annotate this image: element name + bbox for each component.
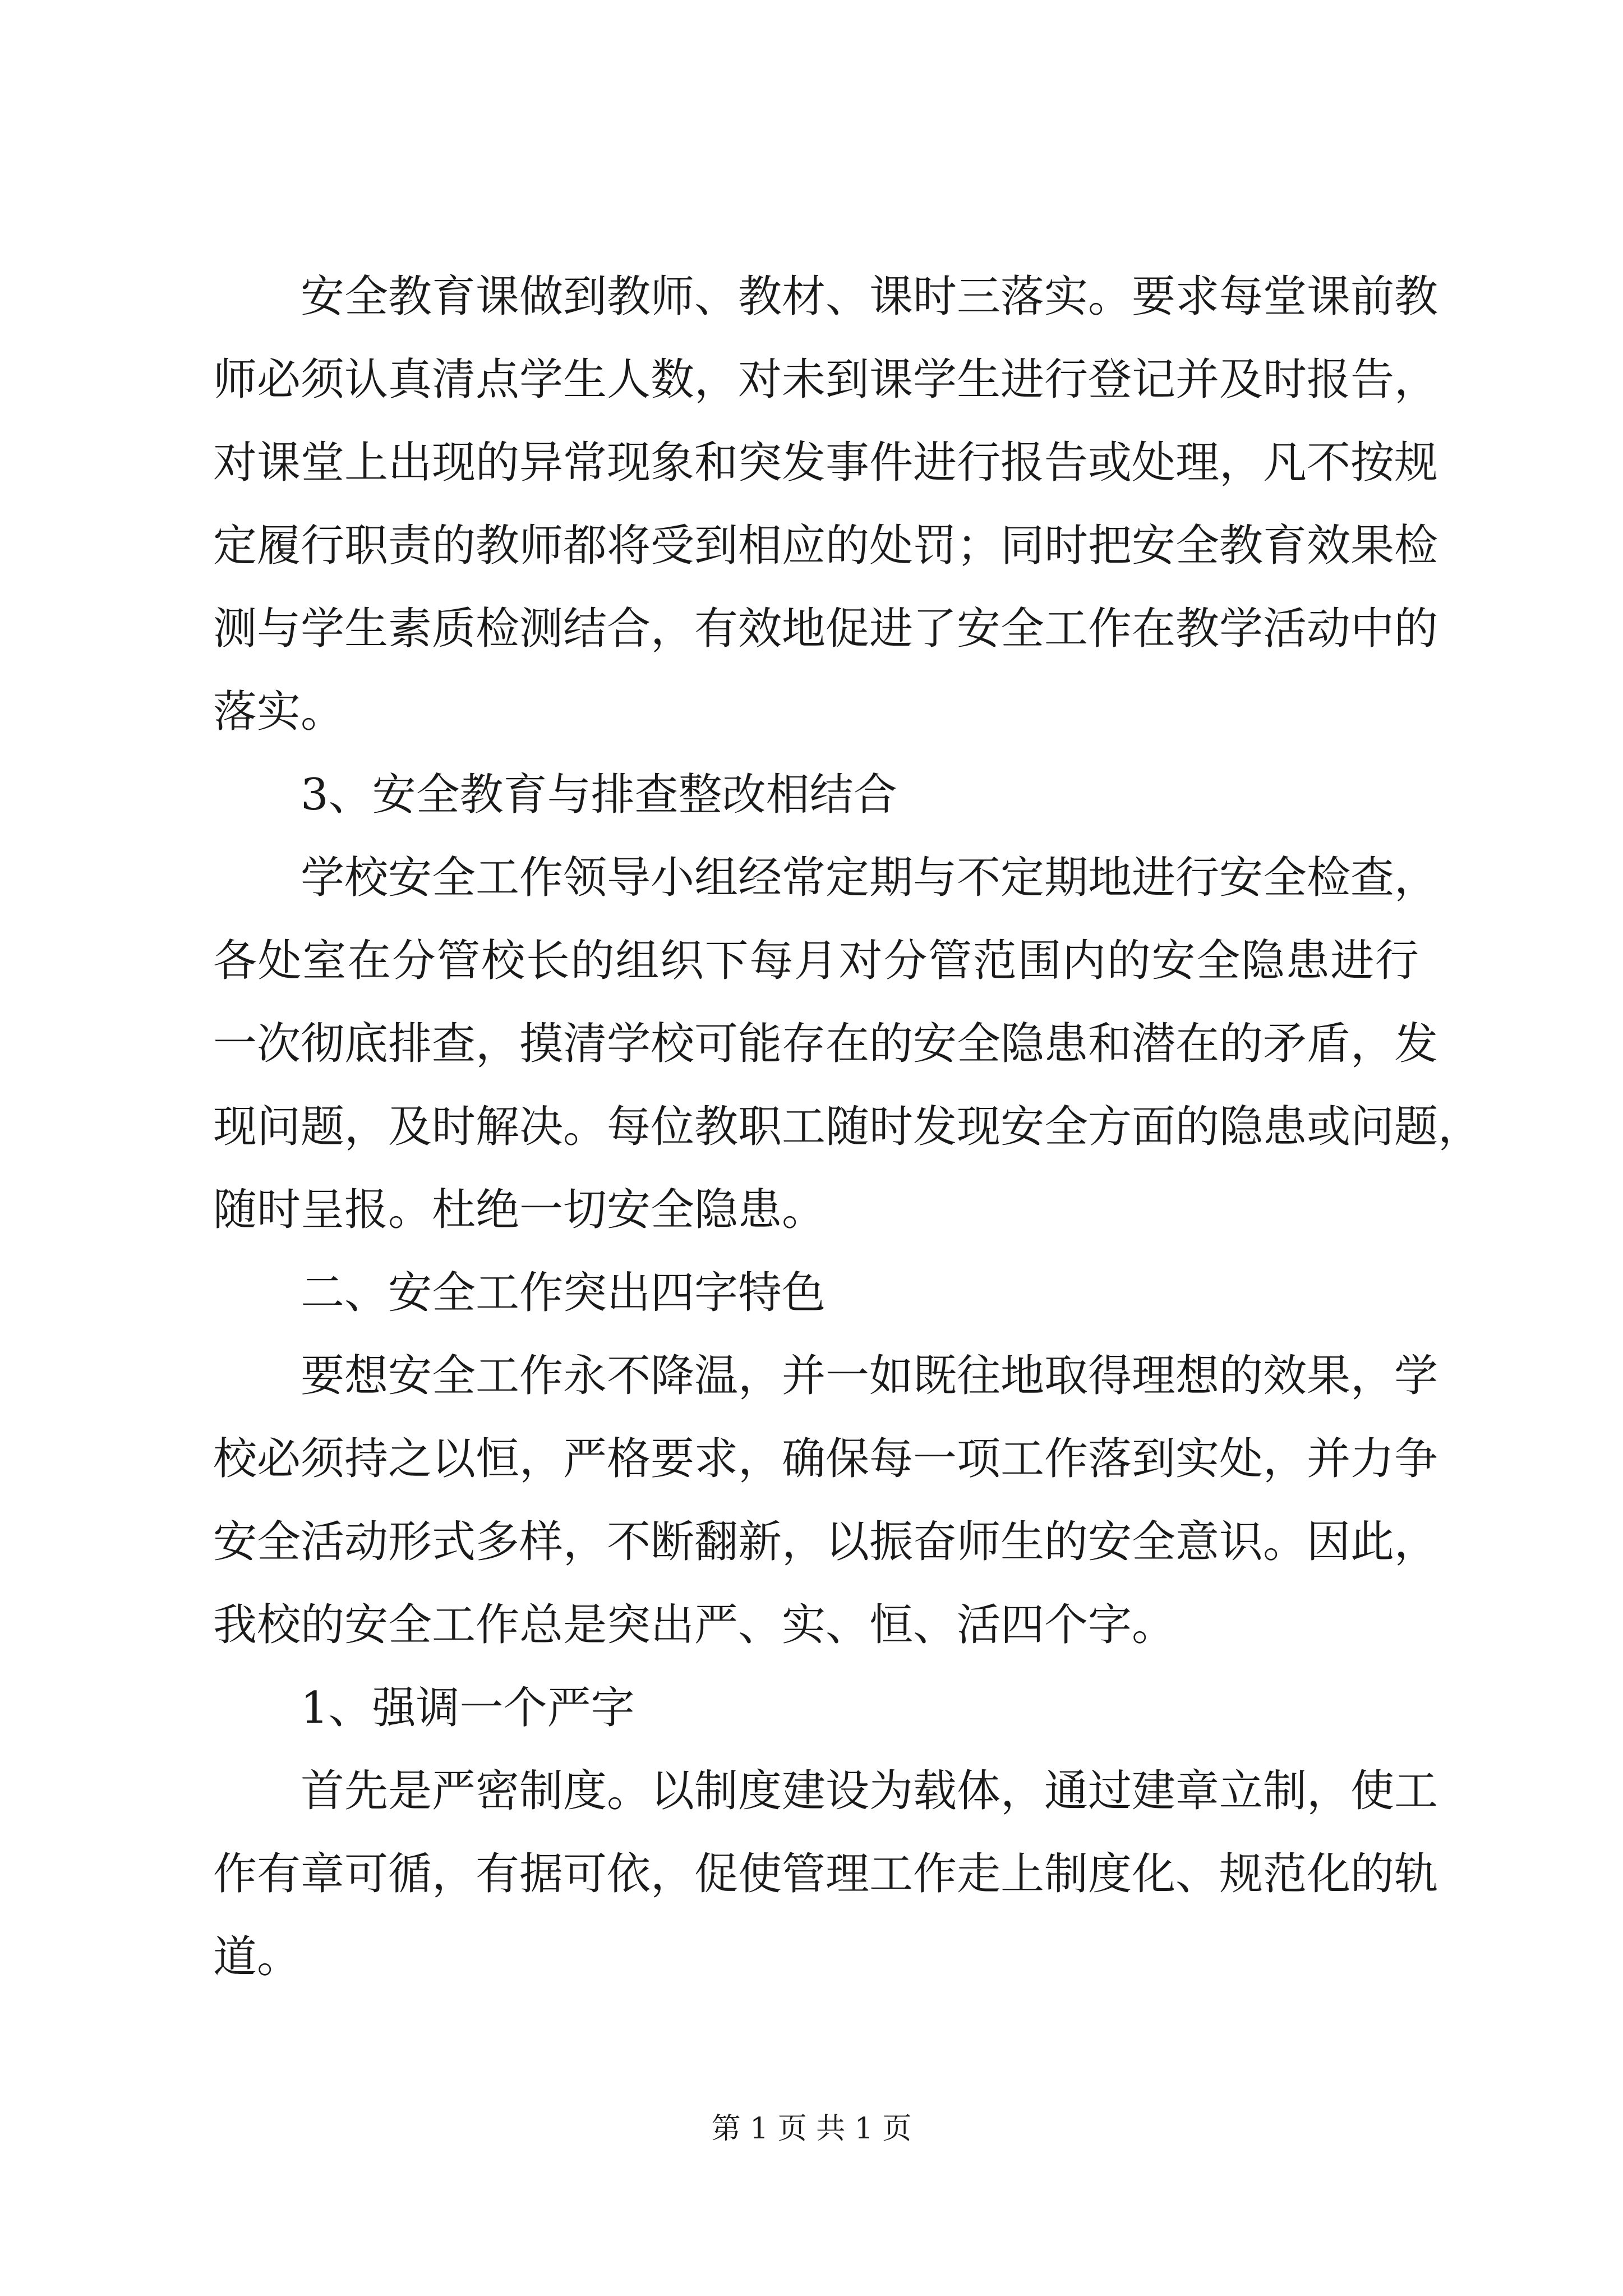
text-line: 1、强调一个严字 (301, 1683, 635, 1733)
text-line: 一次彻底排查，摸清学校可能存在的安全隐患和潜在的矛盾，发 (213, 1019, 1438, 1069)
text-line: 随时呈报。杜绝一切安全隐患。 (213, 1185, 826, 1235)
text-line: 安全活动形式多样，不断翻新，以振奋师生的安全意识。因此， (213, 1517, 1438, 1567)
text-line: 我校的安全工作总是突出严、实、恒、活四个字。 (213, 1600, 1176, 1650)
text-line: 现问题，及时解决。每位教职工随时发现安全方面的隐患或问题， (213, 1102, 1482, 1152)
text-line: 首先是严密制度。以制度建设为载体，通过建章立制，使工 (301, 1766, 1438, 1816)
text-line: 定履行职责的教师都将受到相应的处罚；同时把安全教育效果检 (213, 521, 1438, 571)
document-body (213, 255, 1482, 1999)
text-line: 学校安全工作领导小组经常定期与不定期地进行安全检查， (301, 853, 1438, 903)
text-line: 道。 (213, 1932, 301, 1982)
text-line: 安全教育课做到教师、教材、课时三落实。要求每堂课前教 (301, 272, 1438, 322)
text-line: 测与学生素质检测结合，有效地促进了安全工作在教学活动中的 (213, 604, 1438, 654)
text-line: 落实。 (213, 687, 345, 737)
page-footer: 第 1 页 共 1 页 (711, 2112, 912, 2146)
text-line: 要想安全工作永不降温，并一如既往地取得理想的效果，学 (301, 1351, 1438, 1401)
text-line: 各处室在分管校长的组织下每月对分管范围内的安全隐患进行 (213, 936, 1419, 986)
text-line: 对课堂上出现的异常现象和突发事件进行报告或处理，凡不按规 (213, 438, 1438, 488)
text-line: 3、安全教育与排查整改相结合 (301, 770, 897, 820)
text-line: 校必须持之以恒，严格要求，确保每一项工作落到实处，并力争 (213, 1434, 1438, 1484)
text-line: 作有章可循，有据可依，促使管理工作走上制度化、规范化的轨 (213, 1849, 1438, 1899)
text-line: 师必须认真清点学生人数，对未到课学生进行登记并及时报告， (213, 355, 1438, 405)
text-line: 二、安全工作突出四字特色 (301, 1268, 826, 1318)
